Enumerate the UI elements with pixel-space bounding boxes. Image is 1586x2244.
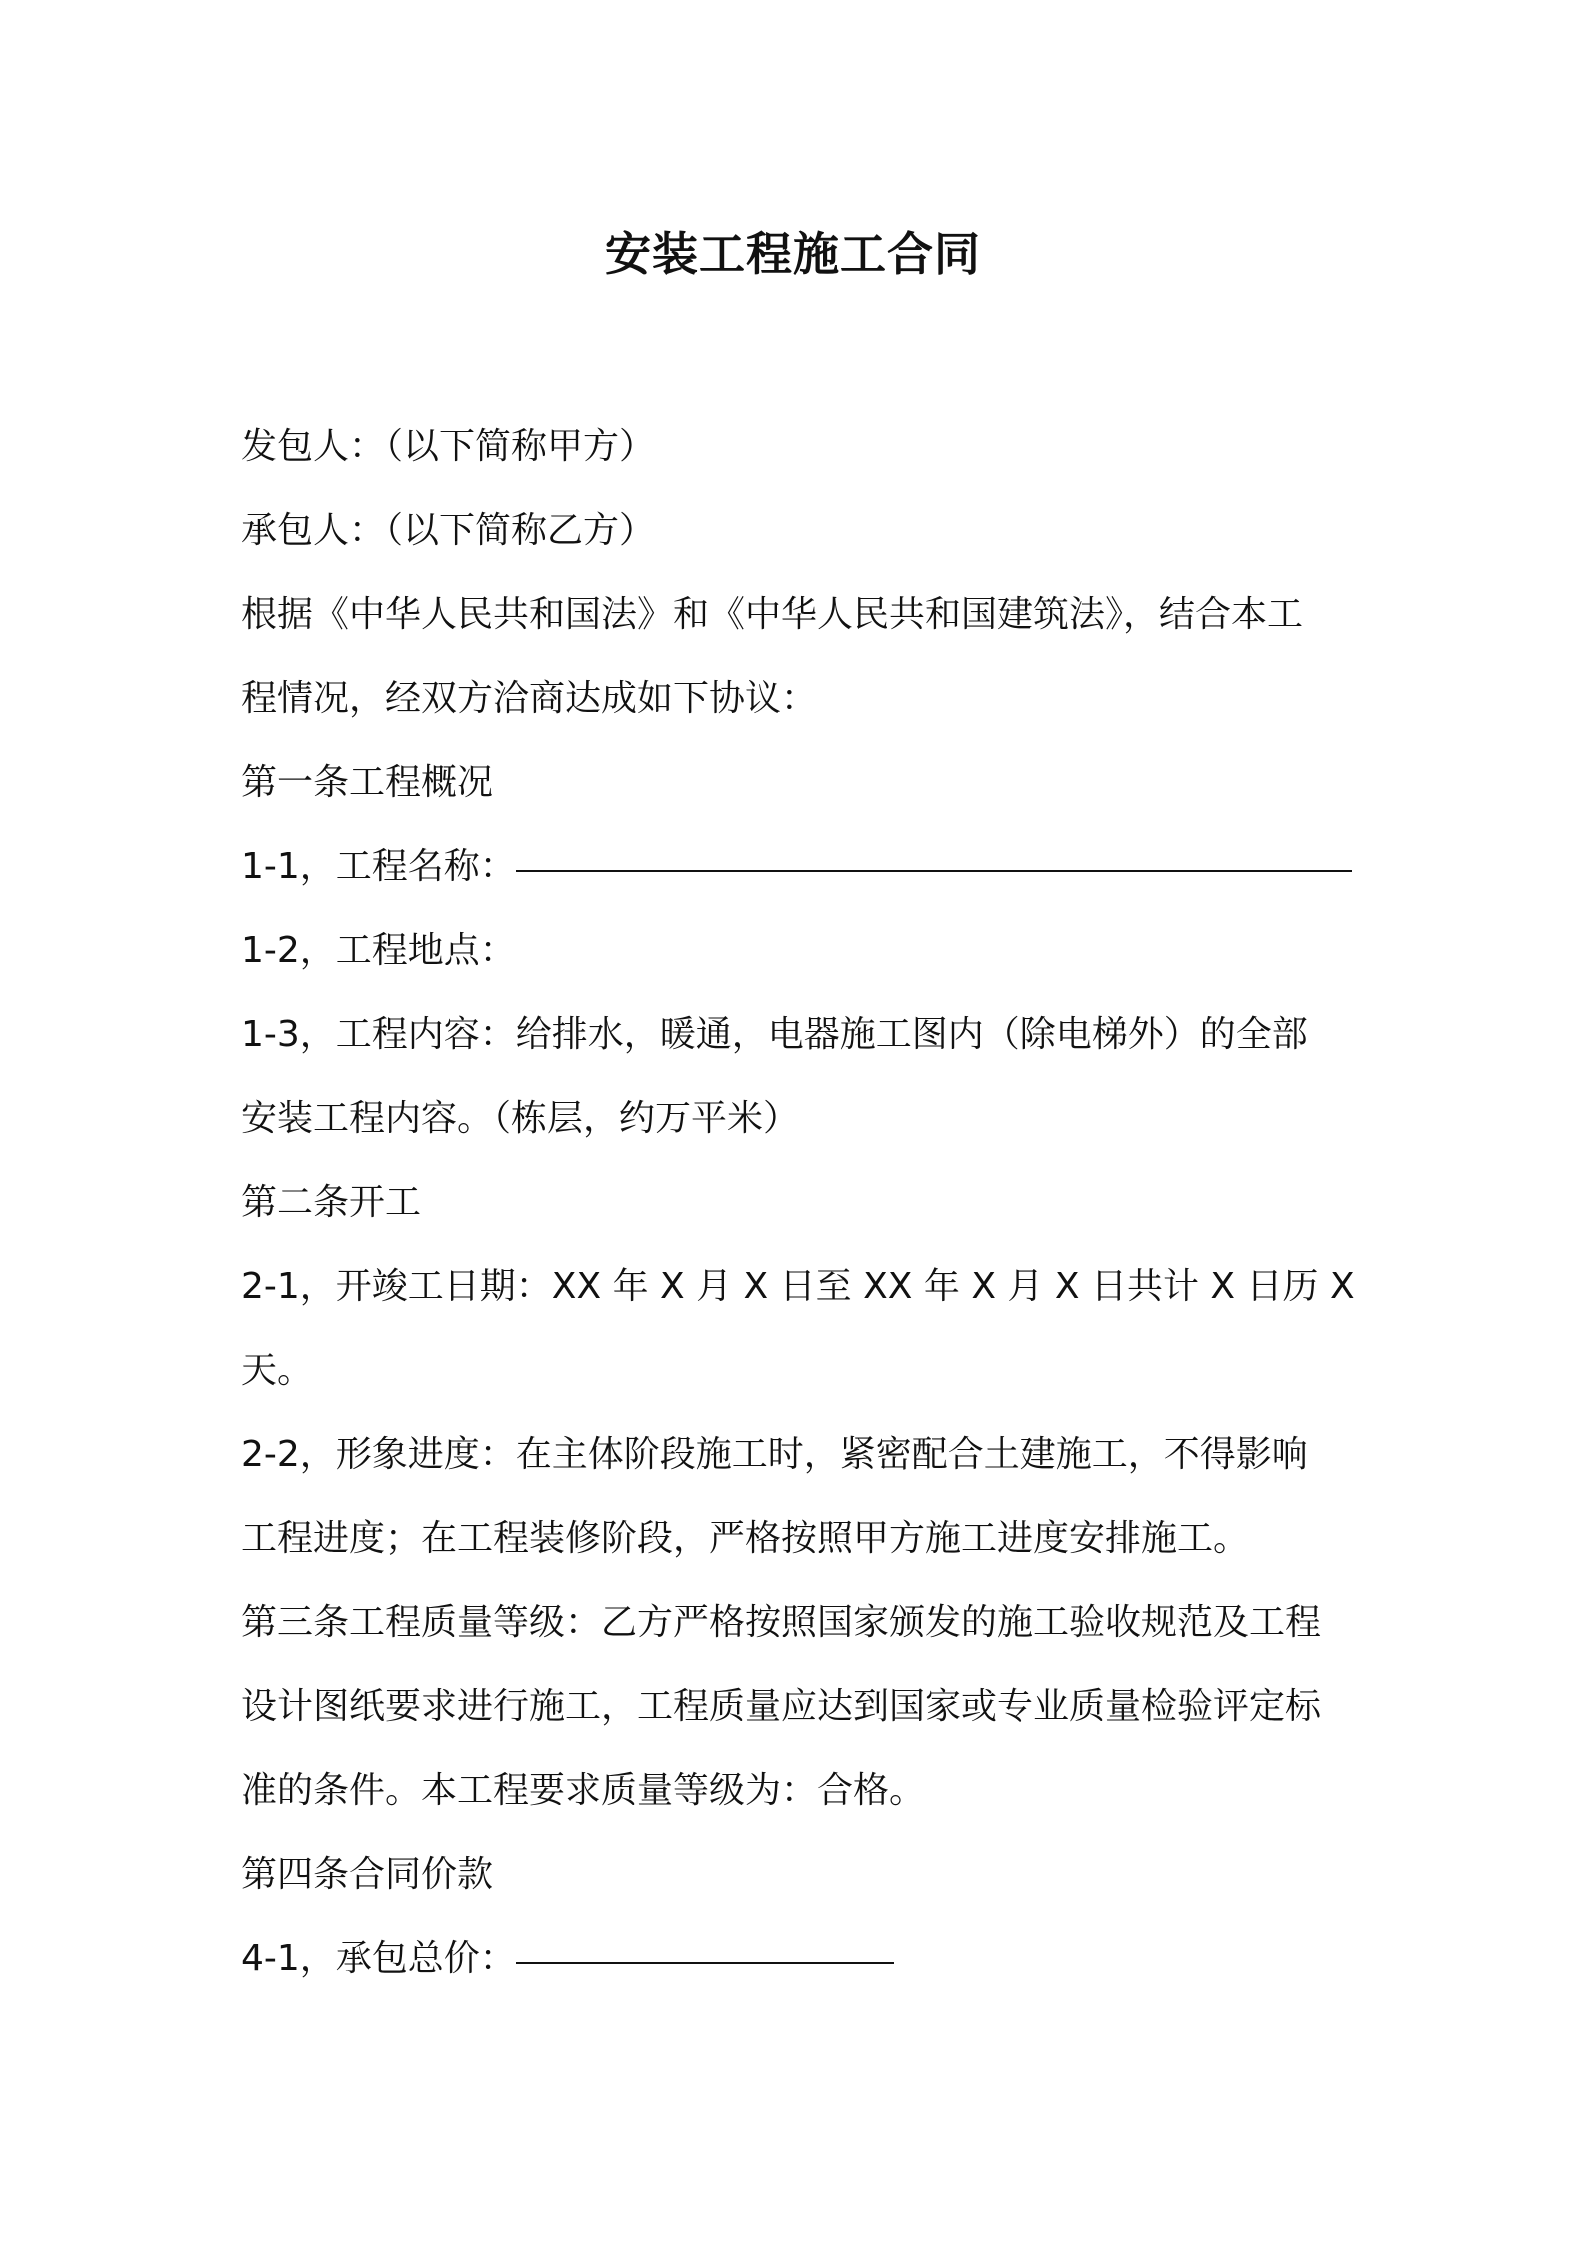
party-b-line: 承包人：（以下简称乙方） <box>241 510 656 551</box>
schedule-line-1: 2-1，开竣工日期：XX 年 X 月 X 日至 XX 年 X 月 X 日共计 X 日历 X <box>241 1266 1355 1307</box>
project-name-label: 1-1，工程名称： <box>241 846 516 887</box>
quality-line-3: 准的条件。本工程要求质量等级为：合格。 <box>241 1770 926 1811</box>
article-1-heading: 第一条工程概况 <box>241 762 494 803</box>
contract-body <box>241 405 1361 2001</box>
progress-line-2: 工程进度；在工程装修阶段，严格按照甲方施工进度安排施工。 <box>241 1518 1250 1559</box>
quality-line-2: 设计图纸要求进行施工，工程质量应达到国家或专业质量检验评定标 <box>241 1686 1322 1727</box>
total-price-blank <box>516 1912 894 1964</box>
project-location-line: 1-2，工程地点： <box>241 930 516 971</box>
quality-line-1: 第三条工程质量等级：乙方严格按照国家颁发的施工验收规范及工程 <box>241 1602 1322 1643</box>
project-content-line-1: 1-3，工程内容：给排水，暖通，电器施工图内（除电梯外）的全部 <box>241 1014 1308 1055</box>
preamble-line-1: 根据《中华人民共和国法》和《中华人民共和国建筑法》，结合本工 <box>241 594 1304 635</box>
project-name-blank <box>516 820 1352 872</box>
total-price-label: 4-1，承包总价： <box>241 1938 516 1979</box>
party-a-line: 发包人：（以下简称甲方） <box>241 426 656 467</box>
preamble-line-2: 程情况，经双方洽商达成如下协议： <box>241 678 818 719</box>
progress-line-1: 2-2，形象进度：在主体阶段施工时，紧密配合土建施工，不得影响 <box>241 1434 1308 1475</box>
project-name-line <box>241 825 1361 909</box>
article-4-heading: 第四条合同价款 <box>241 1854 494 1895</box>
schedule-line-2: 天。 <box>241 1350 314 1391</box>
total-price-line <box>241 1917 1361 2001</box>
contract-title: 安装工程施工合同 <box>605 227 981 281</box>
project-content-line-2: 安装工程内容。（栋层，约万平米） <box>241 1098 800 1139</box>
article-2-heading: 第二条开工 <box>241 1182 422 1223</box>
